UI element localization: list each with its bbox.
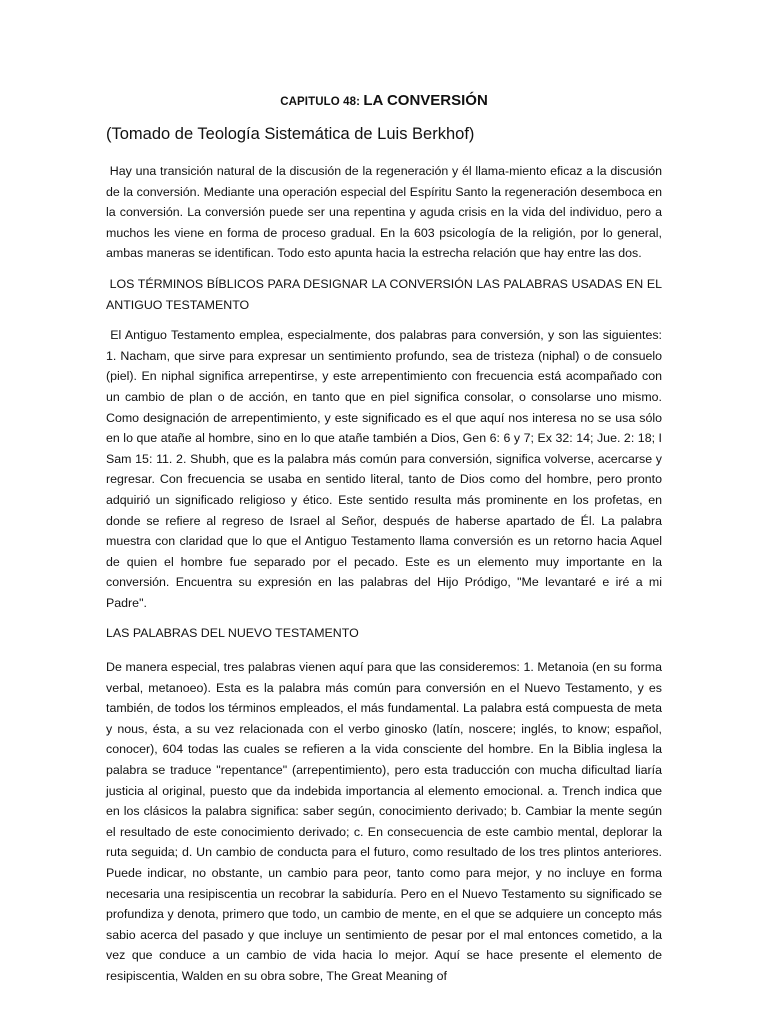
- intro-paragraph: Hay una transición natural de la discusión de la regeneración y él llama-miento eficaz a la discusión de la conversión. Mediante una operación especial del Espíritu Santo la regeneración desemboca en la conversión. La conversión puede ser una repentina y aguda crisis en la vida del individuo, pero a muchos les viene en forma de proceso gradual. En la 603 psicología de la religión, por lo general, ambas maneras se identifican. Todo esto apunta hacia la estrecha relación que hay entre las dos.: [106, 164, 662, 261]
- chapter-label: CAPITULO 48:: [280, 96, 360, 108]
- section-heading-old-testament: LOS TÉRMINOS BÍBLICOS PARA DESIGNAR LA CONVERSIÓN LAS PALABRAS USADAS EN EL ANTIGUO TESTAMENTO: [106, 276, 662, 312]
- section-heading-new-testament: LAS PALABRAS DEL NUEVO TESTAMENTO: [106, 626, 359, 641]
- new-testament-paragraph: De manera especial, tres palabras vienen aquí para que las consideremos: 1. Metanoia (en su forma verbal, metanoeo). Esta es la palabra más común para conversión en el Nuevo Testamento, y es también, de todos los términos empleados, el más fundamental. La palabra está compuesta de meta y nous, ésta, a su vez relacionada con el verbo ginosko (latín, noscere; inglés, to know; español, conocer), 604 todas las cuales se refieren a la vida consciente del hombre. En la Biblia inglesa la palabra se traduce "repentance" (arrepentimiento), pero esta traducción con mucha dificultad liaría justicia al original, puesto que da indebida importancia al elemento emocional. a. Trench indica que en los clásicos la palabra significa: saber según, conocimiento derivado; b. Cambiar la mente según el resultado de este conocimiento derivado; c. En consecuencia de este cambio mental, deplorar la ruta seguida; d. Un cambio de conducta para el futuro, como resultado de los tres plintos anteriores. Puede indicar, no obstante, un cambio para peor, tanto como para mejor, y no incluye en forma necesaria una resipiscentia un recobrar la sabiduría. Pero en el Nuevo Testamento su significado se profundiza y denota, primero que todo, un cambio de mente, en el que se adquiere un concepto más sabio acerca del pasado y que incluye un sentimiento de pesar por el mal entonces cometido, a la vez que conduce a un cambio de vida hacia lo mejor. Aquí se hace presente el elemento de resipiscentia, Walden en su obra sobre, The Great Meaning of: [106, 660, 662, 983]
- document-page: [106, 88, 662, 987]
- chapter-title: LA CONVERSIÓN: [363, 92, 488, 109]
- chapter-heading: [106, 88, 662, 114]
- document-subtitle: (Tomado de Teología Sistemática de Luis Berkhof): [106, 125, 475, 143]
- old-testament-paragraph: El Antiguo Testamento emplea, especialmente, dos palabras para conversión, y son las siguientes: 1. Nacham, que sirve para expresar un sentimiento profundo, sea de tristeza (niphal) o de consuelo (piel). En niphal significa arrepentirse, y este arrepentimiento con frecuencia está acompañado con un cambio de plan o de acción, en tanto que en piel significa consolar, o consolarse uno mismo. Como designación de arrepentimiento, y este significado es el que aquí nos interesa no se usa sólo en lo que atañe al hombre, sino en lo que atañe también a Dios, Gen 6: 6 y 7; Ex 32: 14; Jue. 2: 18; I Sam 15: 11. 2. Shubh, que es la palabra más común para conversión, significa volverse, acercarse y regresar. Con frecuencia se usaba en sentido literal, tanto de Dios como del hombre, pero pronto adquirió un significado religioso y ético. Este sentido resulta más prominente en los profetas, en donde se refiere al regreso de Israel al Señor, después de haberse apartado de Él. La palabra muestra con claridad que lo que el Antiguo Testamento llama conversión es un retorno hacia Aquel de quien el hombre fue separado por el pecado. Este es un elemento muy importante en la conversión. Encuentra su expresión en las palabras del Hijo Pródigo, "Me levantaré e iré a mi Padre".: [106, 328, 662, 610]
